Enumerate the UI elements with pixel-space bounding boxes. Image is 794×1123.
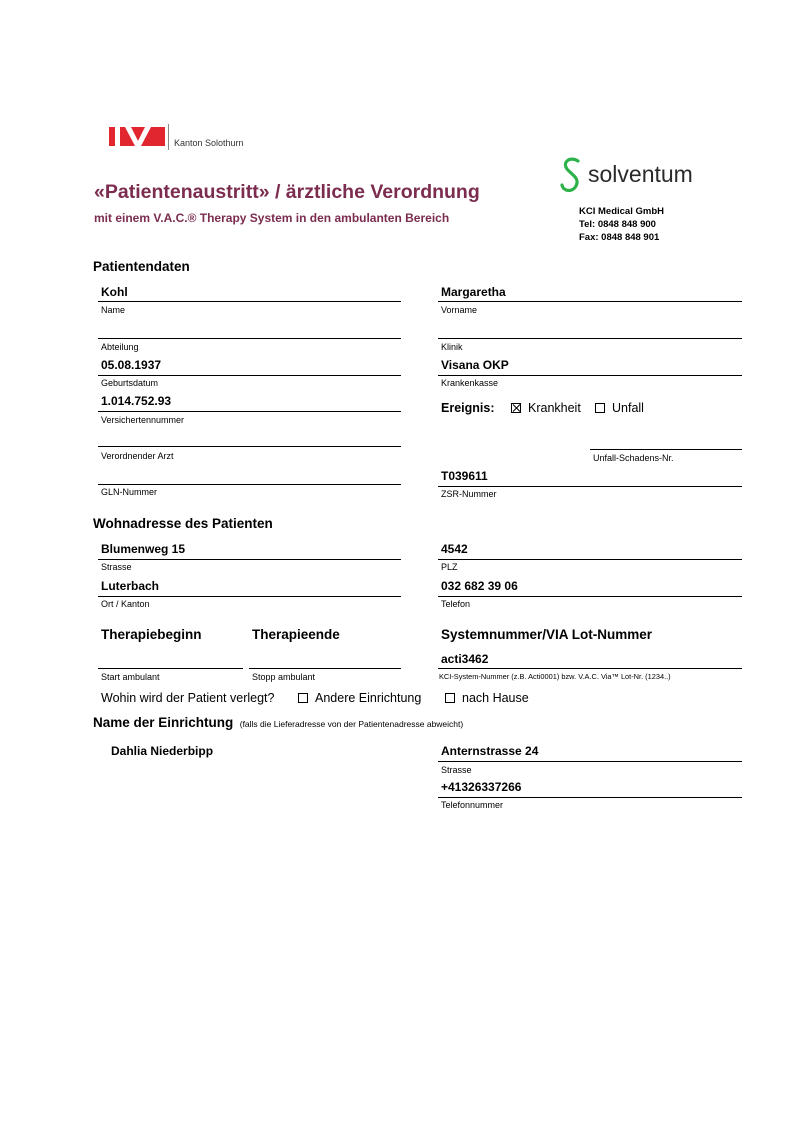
- zsr-label: ZSR-Nummer: [441, 489, 497, 499]
- einrichtung-name-field[interactable]: Dahlia Niederbipp: [111, 744, 214, 758]
- section-heading-wohnadresse: Wohnadresse des Patienten: [93, 516, 273, 531]
- krankenkasse-label: Krankenkasse: [441, 378, 499, 388]
- andere-einrichtung-label: Andere Einrichtung: [315, 691, 422, 705]
- plz-field[interactable]: 4542: [441, 542, 468, 556]
- iv-logo-divider: [168, 124, 169, 150]
- geburtsdatum-label: Geburtsdatum: [101, 378, 159, 388]
- name-underline: [98, 301, 401, 302]
- start-ambulant-underline[interactable]: [98, 668, 243, 669]
- nach-hause-label: nach Hause: [462, 691, 529, 705]
- strasse-underline: [98, 559, 401, 560]
- unfall-schadens-underline[interactable]: [590, 449, 742, 450]
- klinik-underline[interactable]: [438, 338, 742, 339]
- andere-einrichtung-checkbox[interactable]: [298, 693, 308, 703]
- abteilung-underline[interactable]: [98, 338, 401, 339]
- verordnender-arzt-underline-top: [98, 446, 401, 447]
- geburtsdatum-underline: [98, 375, 401, 376]
- plz-underline: [438, 559, 742, 560]
- versichertennummer-underline: [98, 411, 401, 412]
- zsr-field[interactable]: T039611: [441, 469, 488, 483]
- einrichtung-telefon-field[interactable]: +41326337266: [441, 780, 522, 794]
- telefon-field[interactable]: 032 682 39 06: [441, 579, 518, 593]
- start-ambulant-label: Start ambulant: [101, 672, 160, 682]
- klinik-label: Klinik: [441, 342, 463, 352]
- unfall-label: Unfall: [612, 401, 644, 415]
- vorname-label: Vorname: [441, 305, 478, 315]
- telefon-underline: [438, 596, 742, 597]
- krankheit-checkbox[interactable]: [511, 403, 521, 413]
- krankenkasse-underline: [438, 375, 742, 376]
- gln-underline[interactable]: [98, 484, 401, 485]
- nach-hause-checkbox[interactable]: [445, 693, 455, 703]
- vorname-field[interactable]: Margaretha: [441, 285, 506, 299]
- stopp-ambulant-label: Stopp ambulant: [252, 672, 316, 682]
- vorname-underline: [438, 301, 742, 302]
- systemnummer-underline: [438, 668, 742, 669]
- plz-label: PLZ: [441, 562, 458, 572]
- gln-label: GLN-Nummer: [101, 487, 158, 497]
- iv-logo-mark: [109, 124, 165, 146]
- company-fax: Fax: 0848 848 901: [579, 232, 660, 243]
- strasse-field[interactable]: Blumenweg 15: [101, 542, 186, 556]
- ort-underline: [98, 596, 401, 597]
- ort-field[interactable]: Luterbach: [101, 579, 160, 593]
- einrichtung-strasse-underline: [438, 761, 742, 762]
- unfall-schadens-label: Unfall-Schadens-Nr.: [593, 453, 674, 463]
- document-title: «Patientenaustritt» / ärztliche Verordnung: [94, 181, 480, 203]
- verordnender-arzt-label: Verordnender Arzt: [101, 451, 174, 461]
- name-label: Name: [101, 305, 126, 315]
- krankheit-label: Krankheit: [528, 401, 581, 415]
- krankenkasse-field[interactable]: Visana OKP: [441, 358, 509, 372]
- zsr-underline: [438, 486, 742, 487]
- abteilung-label: Abteilung: [101, 342, 139, 352]
- einrichtung-telefon-label: Telefonnummer: [441, 800, 504, 810]
- unfall-checkbox[interactable]: [595, 403, 605, 413]
- iv-logo: [109, 124, 165, 146]
- stopp-ambulant-underline[interactable]: [249, 668, 401, 669]
- solventum-s-icon: [558, 156, 586, 194]
- versichertennummer-label: Versichertennummer: [101, 415, 185, 425]
- einrichtung-heading-row: [93, 714, 463, 732]
- name-field[interactable]: Kohl: [101, 285, 128, 299]
- einrichtung-strasse-label: Strasse: [441, 765, 472, 775]
- company-phone: Tel: 0848 848 900: [579, 219, 656, 230]
- therapiebeginn-heading: Therapiebeginn: [101, 627, 202, 642]
- ort-label: Ort / Kanton: [101, 599, 150, 609]
- einrichtung-strasse-field[interactable]: Anternstrasse 24: [441, 744, 539, 758]
- solventum-logo: [558, 156, 708, 196]
- brand-name: solventum: [588, 161, 693, 187]
- systemnummer-label: KCI-System-Nummer (z.B. Acti0001) bzw. V.A.C. Via™ Lot-Nr. (1234..): [439, 672, 671, 681]
- einrichtung-heading-note: (falls die Lieferadresse von der Patientenadresse abweicht): [239, 719, 464, 729]
- systemnummer-field[interactable]: acti3462: [441, 652, 489, 666]
- einrichtung-telefon-underline: [438, 797, 742, 798]
- company-name: KCI Medical GmbH: [579, 206, 664, 217]
- therapieende-heading: Therapieende: [252, 627, 340, 642]
- section-heading-patientendaten: Patientendaten: [93, 259, 190, 274]
- telefon-label: Telefon: [441, 599, 471, 609]
- geburtsdatum-field[interactable]: 05.08.1937: [101, 358, 162, 372]
- canton-label: Kanton Solothurn: [174, 138, 244, 148]
- document-subtitle: mit einem V.A.C.® Therapy System in den ambulanten Bereich: [94, 211, 450, 225]
- systemnummer-heading: Systemnummer/VIA Lot-Nummer: [441, 627, 653, 642]
- verlegt-question: Wohin wird der Patient verlegt?: [101, 691, 275, 705]
- einrichtung-heading: Name der Einrichtung: [93, 715, 234, 730]
- ereignis-label: Ereignis:: [441, 401, 495, 415]
- versichertennummer-field[interactable]: 1.014.752.93: [101, 394, 172, 408]
- strasse-label: Strasse: [101, 562, 132, 572]
